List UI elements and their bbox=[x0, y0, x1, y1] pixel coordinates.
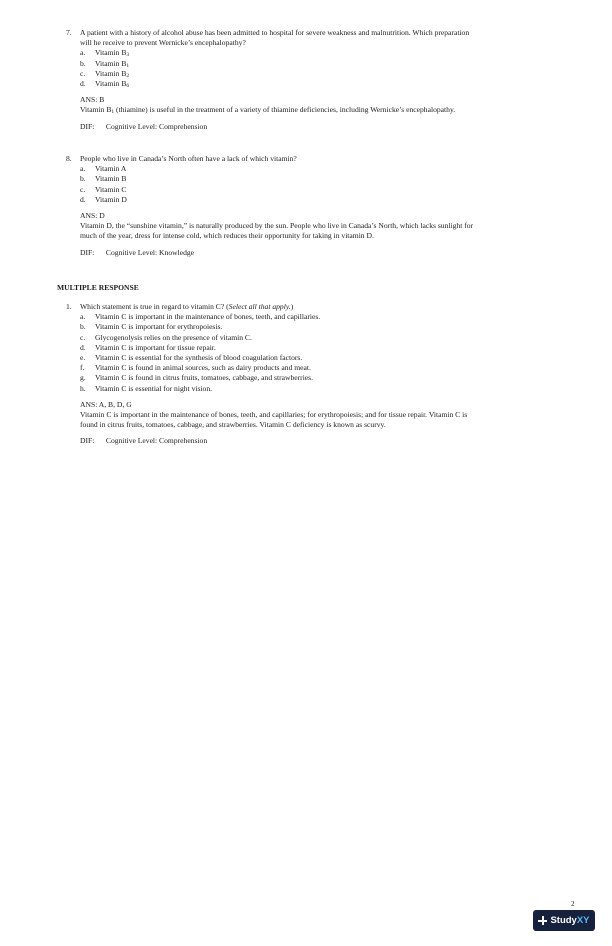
answer: ANS: B bbox=[80, 95, 105, 105]
stem-italic: Select all that apply. bbox=[228, 302, 291, 311]
page-number: 2 bbox=[571, 900, 575, 908]
options-list bbox=[66, 48, 571, 89]
option-a: a. Vitamin A bbox=[80, 164, 127, 174]
question-stem bbox=[66, 154, 571, 164]
stem-line: will he receive to prevent Wernicke’s encephalopathy? bbox=[80, 38, 246, 48]
option-b: b. Vitamin C is important for erythropoiesis. bbox=[80, 322, 223, 332]
difficulty: DIF: Cognitive Level: Comprehension bbox=[80, 436, 208, 446]
difficulty: DIF: Cognitive Level: Knowledge bbox=[80, 247, 195, 257]
option-f: f. Vitamin C is found in animal sources, such as dairy products and meat. bbox=[80, 363, 311, 373]
option-h: h. Vitamin C is essential for night vision. bbox=[80, 383, 213, 393]
options-list bbox=[66, 164, 571, 205]
question-number: 7. bbox=[66, 28, 72, 37]
option-b: b. Vitamin B bbox=[80, 174, 127, 184]
rationale: Vitamin C is important in the maintenance of bones, teeth, and capillaries; for erythropoiesis; and for tissue repair. Vitamin C is found in citrus fruits, tomatoes, cabbage, and strawberries. Vitamin C deficiency is known as scurvy. bbox=[80, 410, 468, 430]
option-d: d. Vitamin D bbox=[80, 194, 127, 204]
studyxy-logo-badge[interactable] bbox=[533, 910, 595, 931]
option-b: b. Vitamin $B_1$ bbox=[80, 58, 130, 69]
option-d: d. Vitamin $B_6$ bbox=[80, 79, 130, 90]
question-7 bbox=[66, 28, 571, 132]
option-a: a. Vitamin $B_3$ bbox=[80, 48, 130, 59]
stem-line: People who live in Canada’s North often have a lack of which vitamin? bbox=[80, 154, 297, 163]
option-d: d. Vitamin C is important for tissue repair. bbox=[80, 342, 216, 352]
question-mr-1 bbox=[66, 302, 571, 447]
rationale: Vitamin D, the “sunshine vitamin,” is naturally produced by the sun. People who live in Canada’s North, which lacks sunlight for much of the year, dress for intense cold, which reduces their opportunity for taking in vitamin D. bbox=[80, 221, 474, 241]
answer: ANS: D bbox=[80, 211, 105, 221]
difficulty: DIF: Cognitive Level: Comprehension bbox=[80, 121, 208, 131]
rationale: Vitamin $B_1$ (thiamine) is useful in the treatment of a variety of thiamine deficiencies, including Wernicke’s encephalopathy. bbox=[80, 105, 456, 116]
question-8 bbox=[66, 154, 571, 258]
option-c: c. Vitamin C bbox=[80, 184, 127, 194]
question-number: 1. bbox=[66, 302, 72, 311]
question-stem bbox=[66, 28, 571, 48]
option-c: c. Glycogenolysis relies on the presence of vitamin C. bbox=[80, 332, 252, 342]
options-list bbox=[66, 312, 571, 394]
option-a: a. Vitamin C is important in the maintenance of bones, teeth, and capillaries. bbox=[80, 312, 321, 322]
question-stem: 1. Which statement is true in regard to vitamin C? (Select all that apply.) bbox=[66, 302, 294, 311]
section-heading: MULTIPLE RESPONSE bbox=[57, 283, 139, 292]
option-g: g. Vitamin C is found in citrus fruits, tomatoes, cabbage, and strawberries. bbox=[80, 373, 314, 383]
plus-icon bbox=[538, 916, 547, 925]
stem-line: A patient with a history of alcohol abuse has been admitted to hospital for severe weakness and malnutrition. Which preparation bbox=[80, 28, 470, 37]
option-c: c. Vitamin $B_2$ bbox=[80, 68, 130, 79]
brand-name: StudyXY bbox=[550, 915, 590, 926]
question-number: 8. bbox=[66, 154, 72, 163]
option-e: e. Vitamin C is essential for the synthesis of blood coagulation factors. bbox=[80, 353, 303, 363]
answer: ANS: A, B, D, G bbox=[80, 399, 132, 409]
